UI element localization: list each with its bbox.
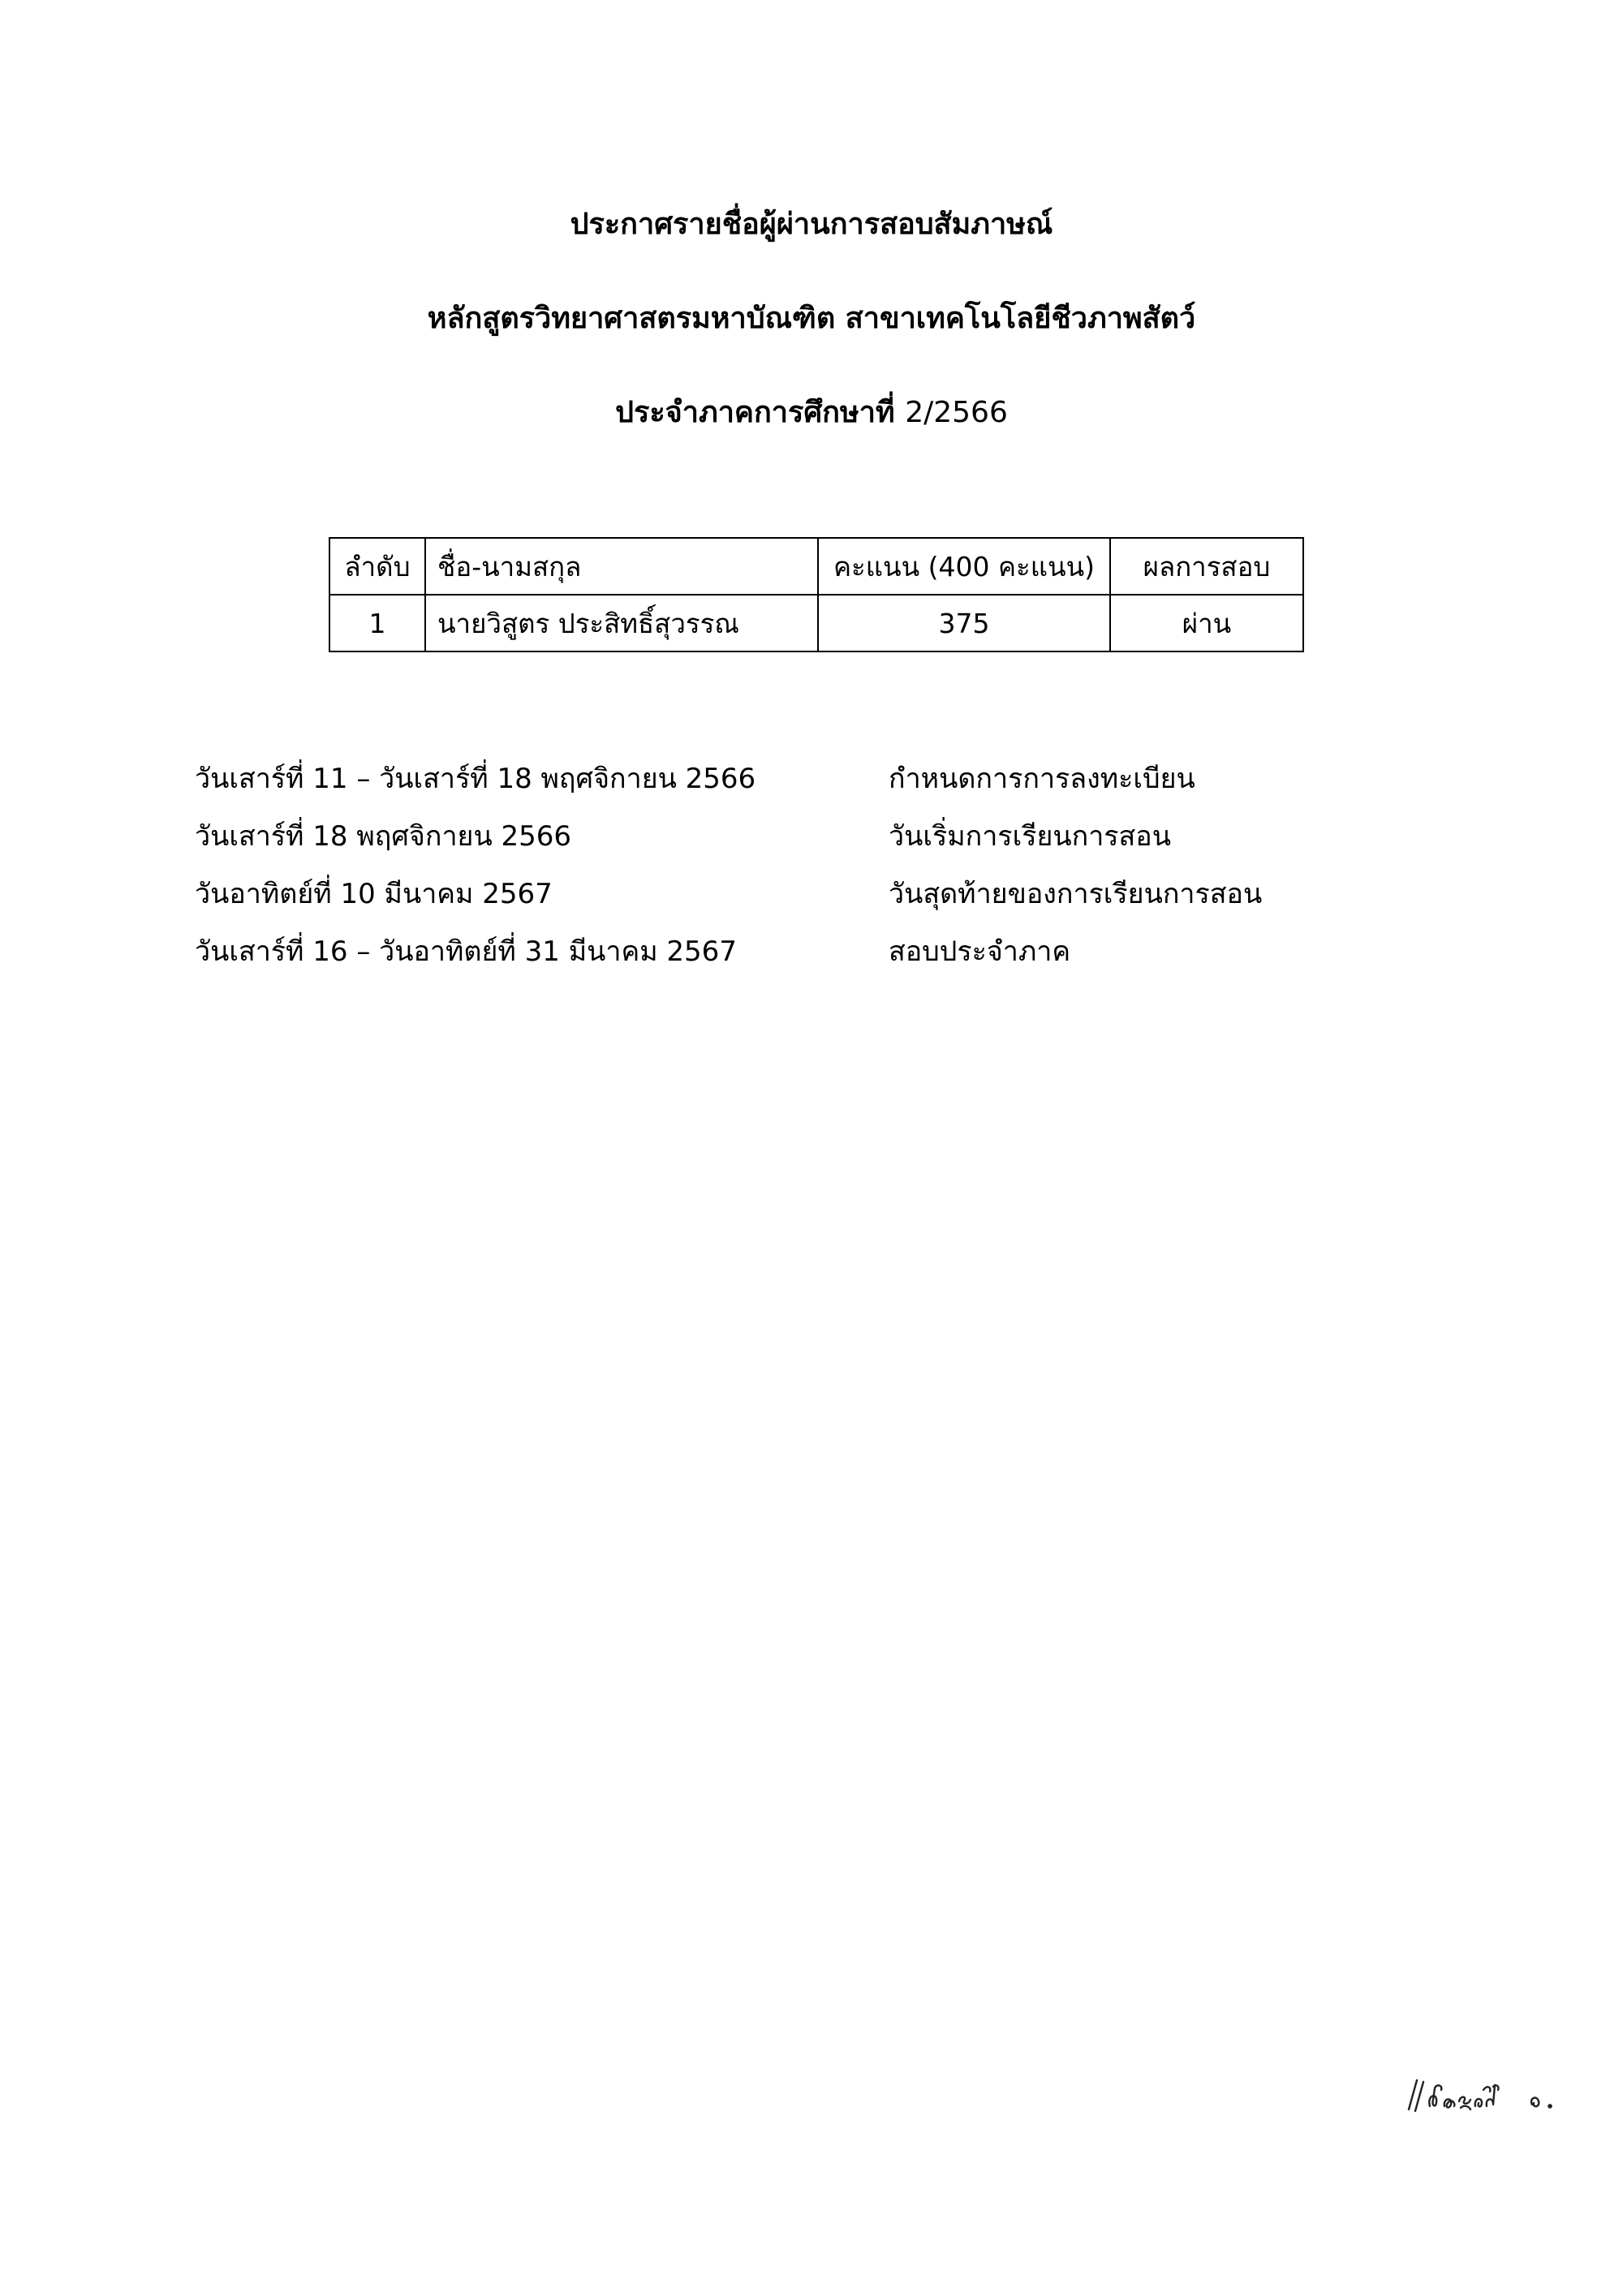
cell-sequence: 1	[329, 595, 425, 651]
schedule-date: วันอาทิตย์ที่ 10 มีนาคม 2567	[195, 878, 553, 910]
schedule-list	[195, 750, 1493, 981]
column-header-result: ผลการสอบ	[1110, 538, 1303, 595]
schedule-date: วันเสาร์ที่ 11 – วันเสาร์ที่ 18 พฤศจิกายน 2566	[195, 763, 756, 795]
cell-name: นายวิสูตร ประสิทธิ์สุวรรณ	[425, 595, 818, 651]
semester-label: ประจำภาคการศึกษาที่	[615, 396, 895, 429]
schedule-item	[195, 866, 1493, 923]
handwritten-signature	[1402, 2070, 1581, 2119]
announcement-title: ประกาศรายชื่อผู้ผ่านการสอบสัมภาษณ์	[570, 208, 1053, 241]
column-header-score: คะแนน (400 คะแนน)	[818, 538, 1110, 595]
schedule-date: วันเสาร์ที่ 16 – วันอาทิตย์ที่ 31 มีนาคม 2567	[195, 935, 737, 968]
column-header-sequence: ลำดับ	[329, 538, 425, 595]
table-header-row	[329, 538, 1303, 595]
schedule-item	[195, 750, 1493, 808]
table-row	[329, 595, 1303, 651]
schedule-event: กำหนดการการลงทะเบียน	[889, 763, 1195, 795]
schedule-event: วันเริ่มการเรียนการสอน	[889, 820, 1171, 853]
schedule-item	[195, 808, 1493, 866]
column-header-name: ชื่อ-นามสกุล	[425, 538, 818, 595]
semester-value: 2/2566	[905, 396, 1008, 429]
schedule-date: วันเสาร์ที่ 18 พฤศจิกายน 2566	[195, 820, 572, 853]
semester-heading	[0, 393, 1623, 433]
schedule-event: สอบประจำภาค	[889, 935, 1071, 968]
program-title: หลักสูตรวิทยาศาสตรมหาบัณฑิต สาขาเทคโนโลยีชีวภาพสัตว์	[427, 302, 1196, 335]
cell-score: 375	[818, 595, 1110, 651]
schedule-item	[195, 923, 1493, 981]
schedule-event: วันสุดท้ายของการเรียนการสอน	[889, 878, 1263, 910]
results-table	[329, 537, 1304, 652]
cell-result: ผ่าน	[1110, 595, 1303, 651]
